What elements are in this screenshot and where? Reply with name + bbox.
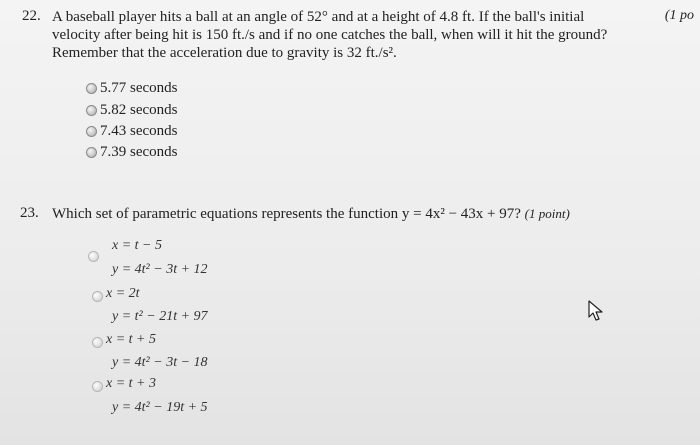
answer-option-a[interactable] [86, 80, 178, 97]
stem-line-1: A baseball player hits a ball at an angle of 52° and at a height of 4.8 ft. If the ball's initial [52, 9, 585, 25]
y-equation: y = 4t² − 3t + 12 [112, 262, 208, 277]
question-stem [52, 205, 672, 223]
radio-button[interactable] [86, 126, 97, 137]
option-label: 7.39 seconds [100, 144, 178, 160]
option-label: 7.43 seconds [100, 123, 178, 139]
radio-button[interactable] [86, 105, 97, 116]
stem-text: Which set of parametric equations represents the function y = 4x² − 43x + 97? [52, 206, 521, 222]
points-label: (1 po [664, 8, 694, 23]
stem-line-2: velocity after being hit is 150 ft./s and if no one catches the ball, when will it hit the ground? [52, 27, 608, 43]
question-number: 22. [22, 8, 41, 24]
points-label: (1 point) [524, 206, 570, 221]
radio-button[interactable] [86, 147, 97, 158]
x-equation: x = 2t [106, 286, 140, 301]
mouse-cursor-icon [588, 300, 604, 322]
option-label: 5.77 seconds [100, 80, 178, 96]
radio-button[interactable] [92, 291, 103, 302]
answer-option-b[interactable] [86, 102, 178, 119]
question-number: 23. [20, 205, 39, 221]
radio-button[interactable] [86, 83, 97, 94]
radio-button[interactable] [92, 381, 103, 392]
question-stem [52, 8, 652, 62]
stem-line-3: Remember that the acceleration due to gravity is 32 ft./s². [52, 45, 397, 61]
option-label: 5.82 seconds [100, 102, 178, 118]
y-equation: y = 4t² − 19t + 5 [112, 400, 208, 415]
y-equation: y = 4t² − 3t − 18 [112, 355, 208, 370]
radio-button[interactable] [88, 251, 99, 262]
answer-option-d[interactable] [86, 144, 178, 161]
x-equation: x = t − 5 [112, 238, 162, 253]
radio-button[interactable] [92, 337, 103, 348]
x-equation: x = t + 5 [106, 332, 156, 347]
answer-option-c[interactable] [86, 123, 178, 140]
y-equation: y = t² − 21t + 97 [112, 309, 208, 324]
x-equation: x = t + 3 [106, 376, 156, 391]
question-22 [0, 0, 700, 170]
